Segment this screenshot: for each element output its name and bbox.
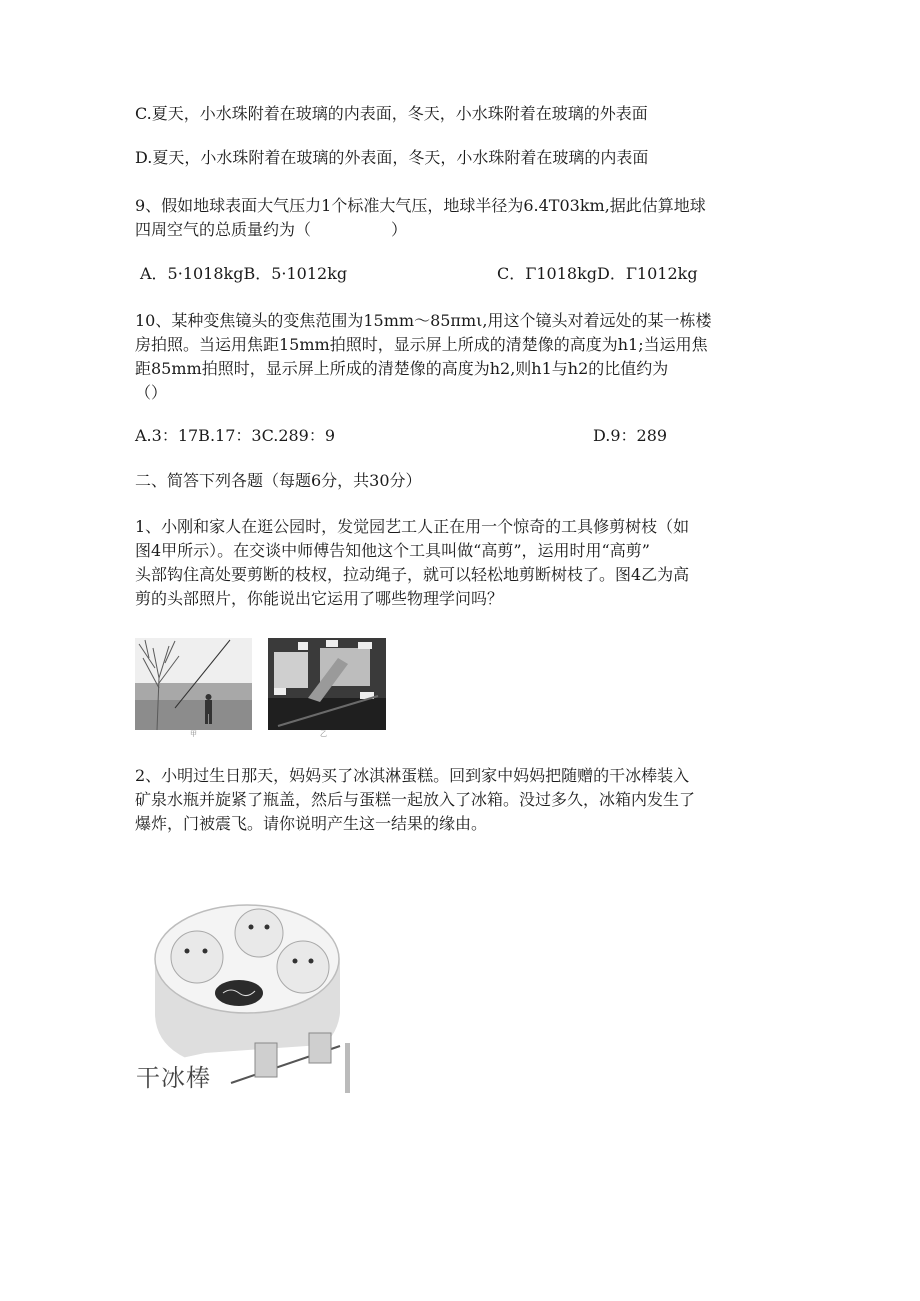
sq2-line1: 2、小明过生日那天，妈妈买了冰淇淋蛋糕。回到家中妈妈把随赠的干冰棒装入 <box>135 766 690 785</box>
q9-options-cd: C．Γ1018kgD．Γ1012kg <box>497 264 698 283</box>
sq1-line1: 1、小刚和家人在逛公园时，发觉园艺工人正在用一个惊奇的工具修剪树枝（如 <box>135 517 690 536</box>
q9-options-ab: A．5·1018kgB．5·1012kg <box>140 264 348 283</box>
sq1-line4: 剪的头部照片，你能说出它运用了哪些物理学问吗？ <box>135 589 504 608</box>
q9-stem-line2: 四周空气的总质量约为（ ） <box>135 220 408 239</box>
sq2-line2: 矿泉水瓶并旋紧了瓶盖，然后与蛋糕一起放入了冰箱。没过多久，冰箱内发生了 <box>135 790 696 809</box>
q10-stem-line2: 房拍照。当运用焦距15mm拍照时，显示屏上所成的清楚像的高度为h1;当运用焦 <box>135 335 708 354</box>
q10-stem-line3: 距85mm拍照时，显示屏上所成的清楚像的高度为h2,则h1与h2的比值约为 <box>135 359 669 378</box>
q10-stem-line1: 10、某种变焦镜头的变焦范围为15mm～85πmι,用这个镜头对着远处的某一栋楼 <box>135 311 712 330</box>
q10-options-abc: A.3：17B.17：3C.289：9 <box>135 426 336 445</box>
figure-4b-caption: 乙 <box>320 730 327 738</box>
figure-4a-park-photo <box>135 638 252 730</box>
q9-stem-line1: 9、假如地球表面大气压力1个标准大气压，地球半径为6.4T03km,据此估算地球 <box>135 196 706 215</box>
figure-4a-caption: 甲 <box>190 730 197 738</box>
sq1-line2: 图4甲所示）。在交谈中师傅告知他这个工具叫做“高剪”，运用时用“高剪” <box>135 541 650 560</box>
dry-ice-stick-label: 干冰棒 <box>136 1064 211 1092</box>
sq1-line3: 头部钩住高处要剪断的枝杈，拉动绳子，就可以轻松地剪断树枝了。图4乙为高 <box>135 565 690 584</box>
q10-option-d: D.9：289 <box>593 426 668 445</box>
option-d-q8: D.夏天，小水珠附着在玻璃的外表面，冬天，小水珠附着在玻璃的内表面 <box>135 148 649 167</box>
section-heading: 二、简答下列各题（每题6分，共30分） <box>135 471 422 490</box>
option-c-q8: C.夏天，小水珠附着在玻璃的内表面，冬天，小水珠附着在玻璃的外表面 <box>135 104 648 123</box>
q10-stem-line4: （） <box>135 383 168 402</box>
sq2-line3: 爆炸，门被震飞。请你说明产生这一结果的缘由。 <box>135 814 488 833</box>
figure-4b-pruner-head-photo <box>268 638 386 730</box>
